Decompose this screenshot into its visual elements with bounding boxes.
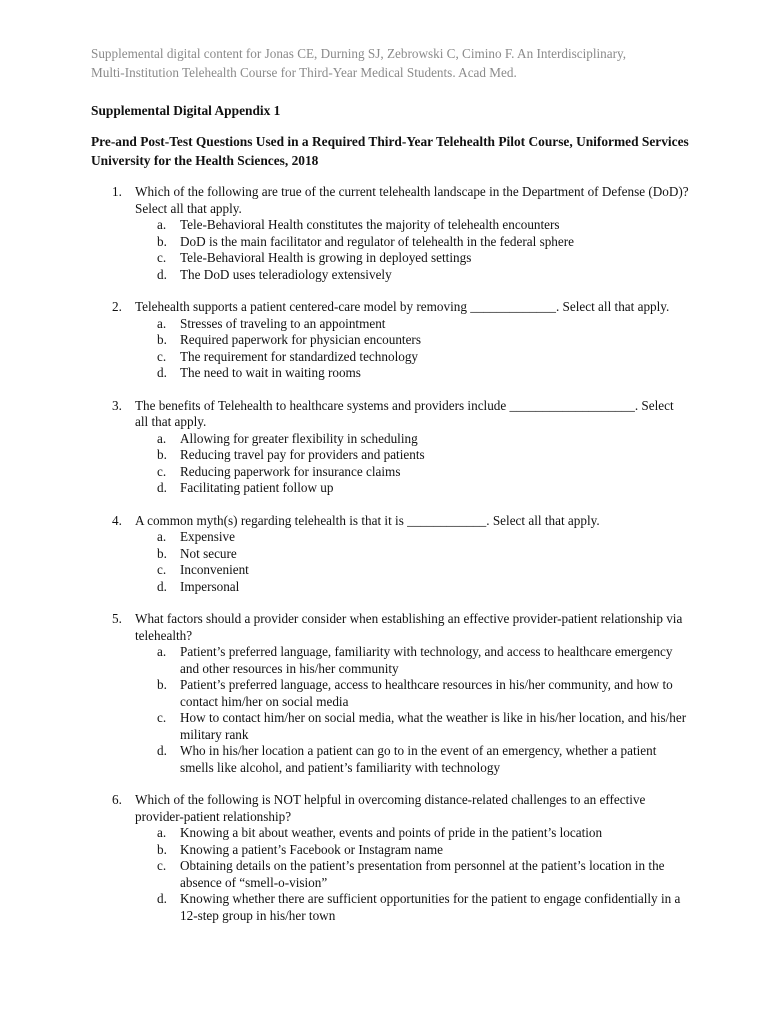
- option-text: Not secure: [180, 545, 237, 561]
- answer-options: [135, 825, 690, 924]
- question-body: [135, 299, 690, 382]
- option-label: d.: [157, 891, 167, 906]
- option-label: c.: [157, 348, 167, 364]
- answer-option: [157, 365, 690, 382]
- answer-option: [157, 349, 690, 366]
- question-number: 6.: [112, 792, 122, 807]
- option-label: a.: [157, 217, 167, 232]
- answer-option: [157, 217, 690, 234]
- option-label: a.: [157, 315, 167, 331]
- option-label: c.: [157, 463, 167, 479]
- option-label: a.: [157, 430, 167, 446]
- option-label: d.: [157, 365, 167, 380]
- option-text: Impersonal: [180, 578, 240, 594]
- document-title: Pre-and Post-Test Questions Used in a Required Third-Year Telehealth Pilot Course, Uniformed Services University for the Health Sciences, 2018: [91, 134, 689, 168]
- option-text: Who in his/her location a patient can go to in the event of an emergency, whether a patient smells like alcohol, and patient’s familiarity with technology: [180, 743, 657, 775]
- option-text: Obtaining details on the patient’s presentation from personnel at the patient’s location in the absence of “smell-o-vision”: [180, 858, 665, 890]
- question-item: [91, 299, 690, 382]
- question-body: [135, 184, 690, 283]
- option-text: Inconvenient: [180, 562, 249, 577]
- option-label: d.: [157, 743, 167, 758]
- question-text: A common myth(s) regarding telehealth is that it is ____________. Select all that apply.: [135, 512, 600, 528]
- option-text: Stresses of traveling to an appointment: [180, 315, 386, 331]
- question-number: 5.: [112, 611, 122, 626]
- answer-option: [157, 579, 690, 596]
- option-label: b.: [157, 233, 167, 249]
- option-text: Tele-Behavioral Health constitutes the majority of telehealth encounters: [180, 217, 560, 232]
- answer-option: [157, 710, 690, 743]
- answer-option: [157, 316, 690, 333]
- question-body: [135, 611, 690, 776]
- question-number: 2.: [112, 299, 122, 314]
- option-text: Required paperwork for physician encounters: [180, 332, 421, 347]
- option-text: The DoD uses teleradiology extensively: [180, 266, 392, 282]
- answer-option: [157, 842, 690, 859]
- answer-option: [157, 743, 690, 776]
- question-item: [91, 184, 690, 283]
- question-number: 1.: [112, 184, 122, 199]
- answer-option: [157, 546, 690, 563]
- option-text: Patient’s preferred language, familiarity with technology, and access to healthcare emergency and other resources in his/her community: [180, 644, 673, 676]
- question-body: [135, 792, 690, 924]
- option-text: Patient’s preferred language, access to healthcare resources in his/her community, and how to contact him/her on social media: [180, 677, 673, 709]
- answer-option: [157, 825, 690, 842]
- question-body: [135, 513, 690, 596]
- question-item: [91, 398, 690, 497]
- option-text: Reducing paperwork for insurance claims: [180, 463, 401, 479]
- question-text: What factors should a provider consider when establishing an effective provider-patient relationship via telehealth?: [135, 611, 683, 643]
- option-label: b.: [157, 677, 167, 692]
- answer-option: [157, 250, 690, 267]
- option-label: b.: [157, 447, 167, 462]
- question-body: [135, 398, 690, 497]
- option-text: The requirement for standardized technology: [180, 348, 419, 364]
- option-text: Tele-Behavioral Health is growing in deployed settings: [180, 250, 472, 265]
- answer-option: [157, 332, 690, 349]
- answer-options: [135, 217, 690, 283]
- option-text: Reducing travel pay for providers and patients: [180, 447, 425, 462]
- answer-option: [157, 644, 690, 677]
- option-label: c.: [157, 562, 167, 577]
- answer-option: [157, 234, 690, 251]
- question-text: Which of the following are true of the current telehealth landscape in the Department of Defense (DoD)? Select all that apply.: [135, 184, 689, 216]
- option-text: Expensive: [180, 529, 235, 544]
- answer-options: [135, 316, 690, 382]
- option-text: Allowing for greater flexibility in scheduling: [180, 430, 418, 446]
- answer-option: [157, 480, 690, 497]
- appendix-title: Supplemental Digital Appendix 1: [91, 103, 281, 118]
- question-number: 4.: [112, 512, 122, 528]
- answer-option: [157, 464, 690, 481]
- question-list: [91, 184, 690, 924]
- option-label: c.: [157, 710, 167, 725]
- supplemental-header: [91, 44, 690, 82]
- question-text: Telehealth supports a patient centered-care model by removing _____________. Select all that apply.: [135, 299, 670, 314]
- answer-options: [135, 529, 690, 595]
- answer-option: [157, 431, 690, 448]
- option-label: c.: [157, 250, 167, 265]
- option-label: b.: [157, 545, 167, 561]
- header-line-2: Multi-Institution Telehealth Course for Third-Year Medical Students. Acad Med.: [91, 65, 517, 80]
- question-item: [91, 792, 690, 924]
- option-text: Knowing whether there are sufficient opportunities for the patient to engage confidentially in a 12-step group in his/her town: [180, 891, 681, 923]
- question-text: The benefits of Telehealth to healthcare systems and providers include ___________________. Select all that apply.: [135, 397, 674, 429]
- option-label: d.: [157, 480, 167, 495]
- answer-options: [135, 431, 690, 497]
- question-item: [91, 513, 690, 596]
- option-text: Facilitating patient follow up: [180, 480, 334, 495]
- question-item: [91, 611, 690, 776]
- answer-option: [157, 267, 690, 284]
- option-text: DoD is the main facilitator and regulator of telehealth in the federal sphere: [180, 233, 575, 249]
- answer-option: [157, 858, 690, 891]
- option-label: d.: [157, 266, 167, 282]
- question-text: Which of the following is NOT helpful in overcoming distance-related challenges to an effective provider-patient relationship?: [135, 792, 646, 824]
- question-number: 3.: [112, 397, 122, 413]
- option-text: How to contact him/her on social media, what the weather is like in his/her location, and his/her military rank: [180, 710, 687, 742]
- answer-option: [157, 447, 690, 464]
- option-label: a.: [157, 529, 167, 544]
- option-text: Knowing a bit about weather, events and points of pride in the patient’s location: [180, 825, 603, 840]
- option-text: The need to wait in waiting rooms: [180, 365, 361, 380]
- option-label: b.: [157, 841, 167, 857]
- answer-option: [157, 529, 690, 546]
- option-label: c.: [157, 858, 167, 873]
- option-label: a.: [157, 644, 167, 659]
- answer-option: [157, 562, 690, 579]
- option-label: a.: [157, 825, 167, 840]
- option-label: b.: [157, 332, 167, 347]
- answer-options: [135, 644, 690, 776]
- option-label: d.: [157, 578, 167, 594]
- option-text: Knowing a patient’s Facebook or Instagram name: [180, 841, 443, 857]
- header-line-1: Supplemental digital content for Jonas CE, Durning SJ, Zebrowski C, Cimino F. An Interdisciplinary,: [91, 46, 627, 61]
- answer-option: [157, 677, 690, 710]
- answer-option: [157, 891, 690, 924]
